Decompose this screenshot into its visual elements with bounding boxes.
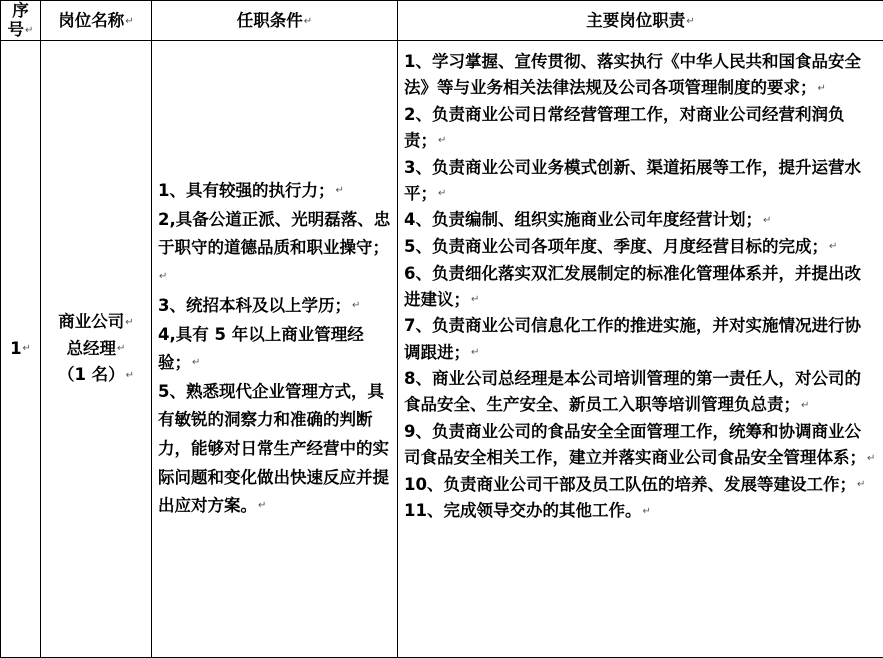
header-requirements: 任职条件↵ [152,1,398,41]
position-line: 商业公司↵ [58,312,134,332]
position-line: （1 名）↵ [57,365,135,385]
requirement-item: 2,具备公道正派、光明磊落、忠于职守的道德品质和职业操守；↵ [158,209,391,283]
requirement-item: 4,具有 5 年以上商业管理经验；↵ [158,324,364,373]
requirement-item: 1、具有较强的执行力；↵ [158,180,344,200]
duty-item: 7、负责商业公司信息化工作的推进实施，并对实施情况进行协调跟进；↵ [404,316,861,362]
duty-item: 8、商业公司总经理是本公司培训管理的第一责任人，对公司的食品安全、生产安全、新员工入职等培训管理负总责；↵ [404,369,861,415]
requirements-cell [152,41,398,658]
header-duties: 主要岗位职责↵ [398,1,883,41]
table-row [1,41,883,658]
position-line: 总经理↵ [66,338,126,358]
duty-item: 1、学习掌握、宣传贯彻、落实执行《中华人民共和国食品安全法》等与业务相关法律法规及公司各项管理制度的要求；↵ [404,52,861,98]
header-no: 序号↵ [1,1,41,41]
duty-item: 6、负责细化落实双汇发展制定的标准化管理体系并，并提出改进建议；↵ [404,263,861,309]
duties-cell [398,41,883,658]
header-position: 岗位名称↵ [41,1,152,41]
duty-item: 2、负责商业公司日常经营管理工作，对商业公司经营利润负责；↵ [404,104,845,150]
duty-item: 3、负责商业公司业务模式创新、渠道拓展等工作，提升运营水平；↵ [404,157,861,203]
requirement-item: 3、统招本科及以上学历；↵ [158,295,361,315]
duty-item: 11、完成领导交办的其他工作。↵ [404,501,651,521]
requirement-item: 5、熟悉现代企业管理方式，具有敏锐的洞察力和准确的判断力，能够对日常生产经营中的实际问题和变化做出快速反应并提出应对方案。↵ [158,381,389,516]
duty-item: 5、负责商业公司各项年度、季度、月度经营目标的完成；↵ [404,236,838,256]
position-name [41,41,152,658]
row-number: 1↵ [1,41,41,658]
header-row [1,1,883,41]
duty-item: 10、负责商业公司干部及员工队伍的培养、发展等建设工作；↵ [404,474,866,494]
duty-item: 9、负责商业公司的食品安全全面管理工作，统筹和协调商业公司食品安全相关工作，建立并落实商业公司食品安全管理体系；↵ [404,421,876,468]
duty-item: 4、负责编制、组织实施商业公司年度经营计划；↵ [404,210,772,230]
